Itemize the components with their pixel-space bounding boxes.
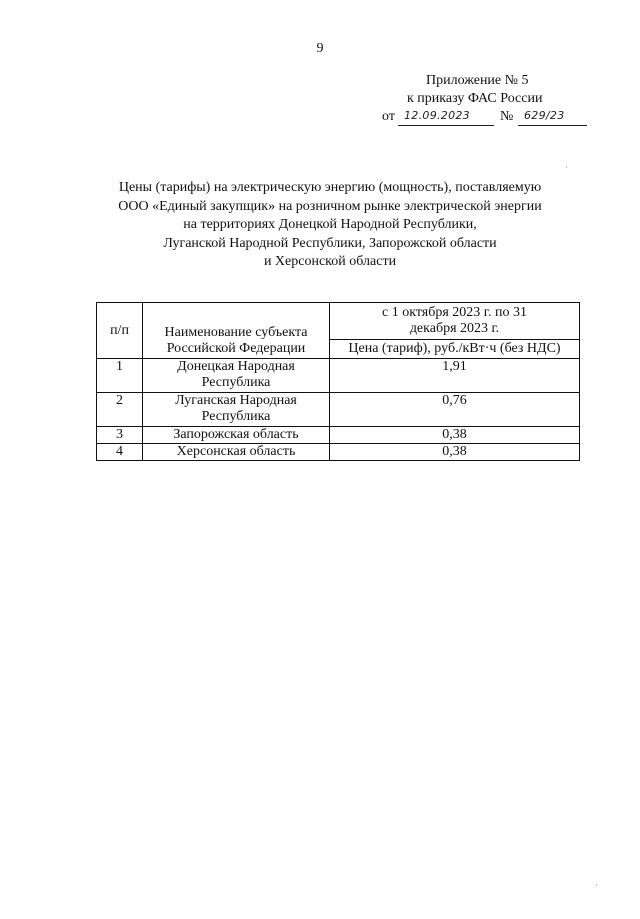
row-region-text: Луганская Народная Республика	[175, 393, 297, 424]
row-region	[143, 393, 330, 427]
row-num: 1	[97, 359, 143, 393]
table-row	[97, 359, 580, 393]
header-region: Наименование субъекта Российской Федерации	[143, 303, 330, 359]
row-price: 0,38	[330, 427, 580, 444]
date-label: от	[382, 109, 395, 124]
row-region: Херсонская область	[143, 444, 330, 461]
header-period-text: с 1 октября 2023 г. по 31 декабря 2023 г.	[382, 305, 527, 337]
number-underline	[518, 125, 587, 126]
row-price: 0,38	[330, 444, 580, 461]
scan-speck	[596, 884, 597, 886]
appendix-date-number-line	[382, 108, 592, 128]
title-line: и Херсонской области	[263, 254, 397, 269]
document-title	[90, 179, 570, 272]
row-region	[143, 359, 330, 393]
page-number: 9	[316, 41, 324, 56]
header-price: Цена (тариф), руб./кВт·ч (без НДС)	[330, 339, 580, 358]
date-value: 12.09.2023	[404, 109, 470, 122]
title-line: на территориях Донецкой Народной Республики,	[183, 217, 477, 232]
row-region: Запорожская область	[143, 427, 330, 444]
row-region-text: Донецкая Народная Республика	[177, 359, 295, 390]
table-header-row	[97, 303, 580, 340]
title-line: Луганской Народной Республики, Запорожской области	[163, 235, 497, 251]
table-row	[97, 444, 580, 461]
header-period	[330, 303, 580, 340]
number-label: №	[500, 109, 514, 124]
row-num: 3	[97, 427, 143, 444]
table-row	[97, 427, 580, 444]
header-num: п/п	[97, 303, 143, 359]
row-price: 0,76	[330, 393, 580, 427]
row-num: 4	[97, 444, 143, 461]
number-value: 629/23	[524, 109, 565, 122]
title-line: ООО «Единый закупщик» на розничном рынке электрической энергии	[118, 198, 542, 214]
table-row	[97, 393, 580, 427]
appendix-order-reference: к приказу ФАС России	[407, 91, 543, 106]
row-price: 1,91	[330, 359, 580, 393]
appendix-title: Приложение № 5	[426, 73, 529, 88]
row-num: 2	[97, 393, 143, 427]
tariff-table	[96, 302, 580, 461]
date-underline	[398, 125, 494, 126]
scan-speck	[566, 166, 567, 168]
title-line: Цены (тарифы) на электрическую энергию (мощность), поставляемую	[118, 180, 542, 195]
